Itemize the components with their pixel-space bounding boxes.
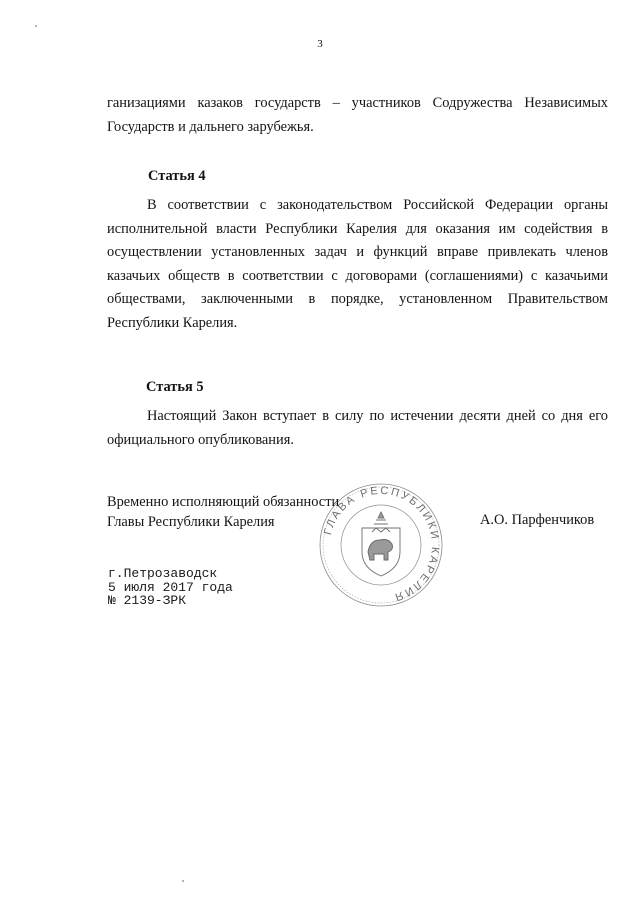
text-line: ганизациями казаков государств – участников Содружества Независимых (107, 95, 608, 111)
scan-speck (182, 880, 184, 882)
article-4-paragraph (107, 194, 608, 336)
seal-text: ГЛАВА РЕСПУБЛИКИ КАРЕЛИЯ (322, 484, 442, 604)
article-4-heading: Статья 4 (148, 168, 206, 184)
text-line: обществами, заключенными в порядке, установленном Правительством (107, 291, 608, 308)
page-number: 3 (317, 38, 323, 50)
continuation-paragraph (107, 92, 608, 139)
karelia-bear-emblem-icon (362, 512, 400, 576)
registration-stamp (108, 567, 233, 608)
signatory-position (107, 492, 339, 532)
text-line: осуществлении установленных задач и функций вправе привлекать членов (107, 244, 608, 261)
article-5-heading: Статья 5 (146, 379, 204, 395)
signatory-name: А.О. Парфенчиков (480, 512, 595, 528)
stamp-city: г.Петрозаводск (108, 566, 218, 581)
text-line: официального опубликования. (107, 431, 294, 448)
text-line: исполнительной власти Республики Карелия для оказания им содействия в (107, 220, 608, 237)
stamp-date: 5 июля 2017 года (108, 579, 233, 595)
text-line: Государств и дальнего зарубежья. (107, 118, 314, 135)
stamp-number: № 2139-ЗРК (108, 593, 187, 608)
signatory-position-line: Главы Республики Карелия (107, 514, 275, 530)
text-line: Настоящий Закон вступает в силу по истечении десяти дней со дня его (147, 408, 608, 424)
text-line: В соответствии с законодательством Российской Федерации органы (147, 197, 608, 213)
scan-speck (35, 25, 37, 27)
text-line: казачьих обществ в соответствии с договорами (соглашениями) с казачьими (107, 267, 608, 284)
signatory-position-line: Временно исполняющий обязанности (107, 494, 340, 510)
article-5-paragraph (107, 405, 608, 452)
text-line: Республики Карелия. (107, 314, 238, 331)
